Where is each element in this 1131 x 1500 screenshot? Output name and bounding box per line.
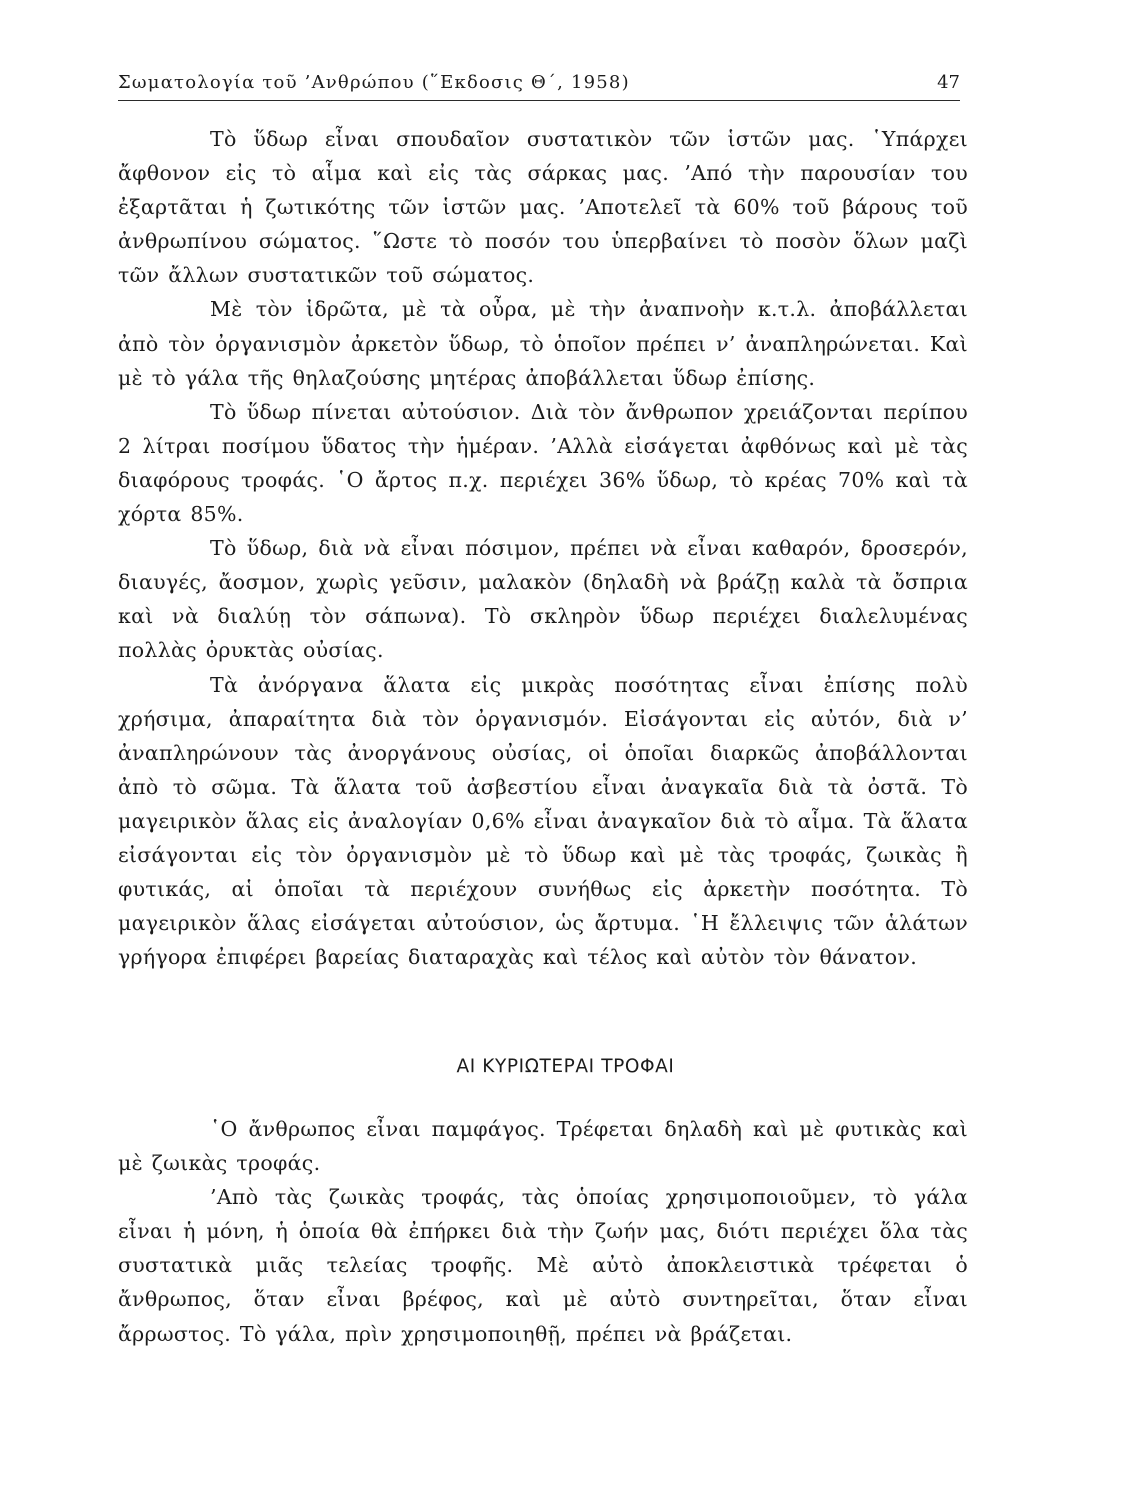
paragraph-omnivore: ῾Ο ἄνθρωπος εἶναι παμφάγος. Τρέφεται δηλαδὴ καὶ μὲ φυτικὰς καὶ μὲ ζωικὰς τροφάς.	[118, 1117, 968, 1176]
running-header	[118, 66, 960, 101]
section-heading: ΑΙ ΚΥΡΙΩΤΕΡΑΙ ΤΡΟΦΑΙ	[456, 1056, 675, 1077]
header-title: Σωματολογία τοῦ ’Ανθρώπου (῞Εκδοσις Θ΄, 1958)	[118, 72, 630, 93]
page-number: 47	[937, 72, 960, 93]
paragraph-inorganic-salts: Τὰ ἀνόργανα ἅλατα εἰς μικρὰς ποσότητας εἶναι ἐπίσης πολὺ χρήσιμα, ἀπαραίτητα διὰ τὸν ὀργανισμόν. Εἰσάγονται εἰς αὐτόν, διὰ ν’ ἀναπληρώνουν τὰς ἀνοργάνους οὐσίας, οἱ ὁποῖαι διαρκῶς ἀποβάλλονται ἀπὸ τὸ σῶμα. Τὰ ἅλατα τοῦ ἀσβεστίου εἶναι ἀναγκαῖα διὰ τὰ ὀστᾶ. Τὸ μαγειρικὸν ἅλας εἰς ἀναλογίαν 0,6% εἶναι ἀναγκαῖον διὰ τὸ αἷμα. Τὰ ἅλατα εἰσάγονται εἰς τὸν ὀργανισμὸν μὲ τὸ ὕδωρ καὶ μὲ τὰς τροφάς, ζωικὰς ἢ φυτικάς, αἱ ὁποῖαι τὰ περιέχουν συνήθως εἰς ἀρκετὴν ποσότητα. Τὸ μαγειρικὸν ἅλας εἰσάγεται αὐτούσιον, ὡς ἄρτυμα. ῾Η ἔλλειψις τῶν ἁλάτων γρήγορα ἐπιφέρει βαρείας διαταραχὰς καὶ τέλος καὶ αὐτὸν τὸν θάνατον.	[118, 672, 968, 970]
paragraph-milk: ’Απὸ τὰς ζωικὰς τροφάς, τὰς ὁποίας χρησιμοποιοῦμεν, τὸ γάλα εἶναι ἡ μόνη, ἡ ὁποία θὰ ἐπήρκει διὰ τὴν ζωήν μας, διότι περιέχει ὅλα τὰς συστατικὰ μιᾶς τελείας τροφῆς. Μὲ αὐτὸ ἀποκλειστικὰ τρέφεται ὁ ἄνθρωπος, ὅταν εἶναι βρέφος, καὶ μὲ αὐτὸ συντηρεῖται, ὅταν εἶναι ἄρρωστος. Τὸ γάλα, πρὶν χρησιμοποιηθῇ, πρέπει νὰ βράζεται.	[118, 1185, 968, 1346]
paragraph-water-importance: Τὸ ὕδωρ εἶναι σπουδαῖον συστατικὸν τῶν ἱστῶν μας. ῾Υπάρχει ἄφθονον εἰς τὸ αἷμα καὶ εἰς τὰς σάρκας μας. ’Από τὴν παρουσίαν του ἐξαρτᾶται ἡ ζωτικότης τῶν ἱστῶν μας. ’Αποτελεῖ τὰ 60% τοῦ βάρους τοῦ ἀνθρωπίνου σώματος. ῞Ωστε τὸ ποσόν του ὑπερβαίνει τὸ ποσὸν ὅλων μαζὶ τῶν ἄλλων συστατικῶν τοῦ σώματος.	[118, 127, 968, 288]
paragraph-potable-water: Τὸ ὕδωρ, διὰ νὰ εἶναι πόσιμον, πρέπει νὰ εἶναι καθαρόν, δροσερόν, διαυγές, ἄοσμον, χωρὶς γεῦσιν, μαλακὸν (δηλαδὴ νὰ βράζῃ καλὰ τὰ ὄσπρια καὶ νὰ διαλύῃ τὸν σάπωνα). Τὸ σκληρὸν ὕδωρ περιέχει διαλελυμένας πολλὰς ὀρυκτὰς οὐσίας.	[118, 536, 968, 663]
paragraph-water-loss: Μὲ τὸν ἱδρῶτα, μὲ τὰ οὖρα, μὲ τὴν ἀναπνοὴν κ.τ.λ. ἀποβάλλεται ἀπὸ τὸν ὀργανισμὸν ἀρκετὸν ὕδωρ, τὸ ὁποῖον πρέπει ν’ ἀναπληρώνεται. Καὶ μὲ τὸ γάλα τῆς θηλαζούσης μητέρας ἀποβάλλεται ὕδωρ ἐπίσης.	[118, 297, 968, 390]
paragraph-water-intake: Τὸ ὕδωρ πίνεται αὐτούσιον. Διὰ τὸν ἄνθρωπον χρειάζονται περίπου 2 λίτραι ποσίμου ὕδατος τὴν ἡμέραν. ’Αλλὰ εἰσάγεται ἀφθόνως καὶ μὲ τὰς διαφόρους τροφάς. ῾Ο ἄρτος π.χ. περιέχει 36% ὕδωρ, τὸ κρέας 70% καὶ τὰ χόρτα 85%.	[118, 399, 968, 527]
body-text-lower	[118, 1112, 968, 1351]
body-text-upper	[118, 122, 968, 974]
